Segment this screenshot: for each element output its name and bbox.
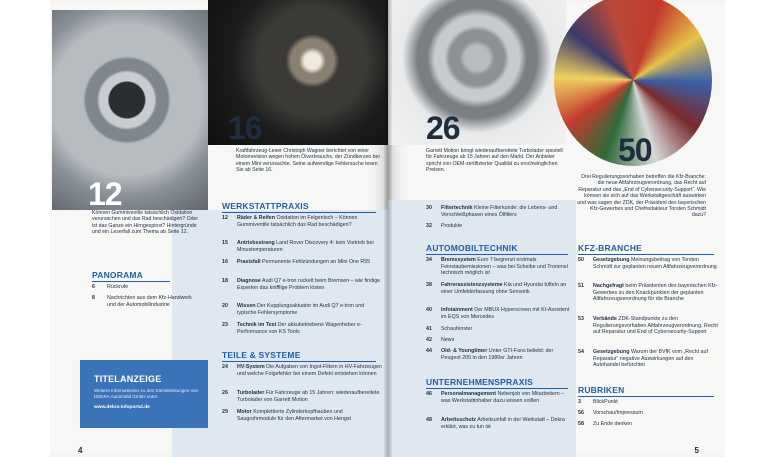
toc-page-number: 51 <box>578 283 584 289</box>
kfz-branche-rule <box>578 254 714 255</box>
photo-caption-16: Kraftfahrzeug-Leser Christoph Wagner berichtet von einer Motorrevision wegen hohen Ölverbrauchs, der Zündkerzen bei einem Mini verursachte. Seine aufwendige Fehlersuche lesen Sie ab Seite 16. <box>236 148 380 174</box>
toc-entry <box>578 421 718 429</box>
toc-entry <box>222 303 382 317</box>
toc-page-number: 12 <box>222 215 228 221</box>
toc-entry <box>578 283 718 311</box>
toc-entry-text: Der akkubetriebene Wagenheber e-Performance von KS Tools <box>237 322 362 335</box>
unternehmenspraxis-rule <box>426 388 568 389</box>
toc-entry <box>426 307 572 321</box>
toc-page-number: 32 <box>426 223 432 229</box>
toc-entry <box>426 337 572 345</box>
toc-entry-text: Nebenjob von Mitarbeitern – was Werkstattinhaber dazu wissen sollten <box>441 391 565 404</box>
toc-entry-text: Euro 7 begrenzt erstmals Feinstaubemissionen – was bei Scheibe und Trommel technisch möglich ist <box>441 257 568 276</box>
toc-entry-text: beim Präsidenten des bayerischen Kfz-Gewerbes zu den Knackpunkten der geplanten Altfahrzeugverordnung für die Branche <box>593 283 718 302</box>
werkstattpraxis-heading: WERKSTATTPRAXIS <box>222 201 309 211</box>
toc-entry <box>222 278 382 298</box>
toc-entry-text: Für Fahrzeuge ab 15 Jahren: wiederaufbereitete Turbolader von Garrett Motion <box>237 390 380 403</box>
automobiltechnik-rule <box>426 254 568 255</box>
toc-page-number: 48 <box>426 417 432 423</box>
photo-caption-26: Garrett Motion bringt wiederaufbereitete Turbolader speziell für Fahrzeuge ab 15 Jahren auf den Markt. Der Anbieter spricht von OEM-zertifizierter Qualität zu erschwinglichen Preisen. <box>426 148 563 174</box>
toc-entry-text: Zu Ende denken <box>593 421 632 427</box>
titelanzeige-text: Weitere Informationen zu den Dienstleistungen von DEKRA Automobil GmbH unter: <box>94 388 199 399</box>
toc-page-number: 20 <box>222 303 228 309</box>
toc-entry-text: Vorschau/Impressum <box>593 410 643 416</box>
toc-page-number: 8 <box>92 295 95 301</box>
toc-page-number: 30 <box>426 205 432 211</box>
toc-entry <box>92 284 200 292</box>
toc-page-number: 24 <box>222 364 228 370</box>
right-page <box>388 0 725 457</box>
spark-plug-photo <box>208 0 388 145</box>
toc-entry <box>426 326 572 334</box>
toc-entry-title: Antriebsstrang <box>237 240 275 246</box>
toc-entry-title: Nachgefragt <box>593 283 624 289</box>
toc-entry <box>578 349 718 371</box>
toc-page-number: 42 <box>426 337 432 343</box>
toc-entry-title: Bremssystem <box>441 257 476 263</box>
rubriken-heading: RUBRIKEN <box>578 385 625 395</box>
toc-entry <box>426 282 572 302</box>
toc-entry-text: Oxidation im Felgenloch – Können Gummiventile tatsächlich das Rad beschädigen? <box>237 215 358 228</box>
toc-entry-text: Land Rover Discovery 4: kein Vortrieb bei Minustemperaturen <box>237 240 374 253</box>
toc-entry-text: Der Kupplungsaktuator im Audi Q7 e-tron und typische Fehlersymptome <box>237 303 365 316</box>
toc-entry-title: Infotainment <box>441 307 473 313</box>
toc-entry <box>578 316 718 344</box>
photo-number-12: 12 <box>88 176 122 210</box>
toc-page-number: 26 <box>222 390 228 396</box>
toc-entry-title: Motor <box>237 409 252 415</box>
toc-entry <box>222 364 382 384</box>
toc-page-number: 6 <box>92 284 95 290</box>
toc-entry-text: BlickPunkt <box>593 399 618 405</box>
toc-page-number: 34 <box>426 257 432 263</box>
toc-page-number: 54 <box>578 349 584 355</box>
toc-entry-text: Warum der BVfK vom „Recht auf Reparatur“ negative Auswirkungen auf den Autohandel befürchtet <box>593 349 708 368</box>
page-number-left: 4 <box>78 446 83 455</box>
toc-entry <box>426 417 572 431</box>
toc-entry-text: Produkte <box>441 223 463 229</box>
toc-page-number: 53 <box>578 316 584 322</box>
toc-page-number: 23 <box>222 322 228 328</box>
toc-page-number: 3 <box>578 399 581 405</box>
toc-entry <box>578 399 718 407</box>
toc-page-number: 15 <box>222 240 228 246</box>
toc-page-number: 38 <box>426 282 432 288</box>
toc-entry <box>426 391 572 411</box>
toc-page-number: 40 <box>426 307 432 313</box>
photo-number-26: 26 <box>426 110 460 145</box>
toc-entry <box>222 259 382 273</box>
scrap-cars-photo <box>554 0 712 166</box>
photo-number-50: 50 <box>618 132 652 166</box>
toc-entry-title: Fahrerassistenzsysteme <box>441 282 503 288</box>
toc-page-number: 18 <box>222 278 228 284</box>
toc-page-number: 50 <box>578 257 584 263</box>
page-number-right: 5 <box>694 446 699 455</box>
toc-entry-title: Old- & Youngtimer <box>441 348 488 354</box>
toc-entry <box>578 257 718 277</box>
toc-entry <box>222 322 382 336</box>
toc-entry-text: Unter GTI-Fans beliebt: der Peugeot 205 in den 1980er Jahren <box>441 348 554 361</box>
toc-entry-title: Arbeitsschutz <box>441 417 477 423</box>
toc-page-number: 46 <box>426 391 432 397</box>
toc-entry <box>222 409 382 429</box>
teile-systeme-heading: TEILE & SYSTEME <box>222 350 301 360</box>
unternehmenspraxis-heading: UNTERNEHMENSPRAXIS <box>426 377 534 387</box>
toc-entry <box>578 410 718 418</box>
valve-photo <box>52 10 208 210</box>
toc-page-number: 58 <box>578 421 584 427</box>
titelanzeige-box <box>80 360 208 428</box>
toc-entry-title: Gesetzgebung <box>593 257 630 263</box>
titelanzeige-heading: TITELANZEIGE <box>94 374 162 384</box>
titelanzeige-url: www.dekra-infoportal.de <box>94 405 150 410</box>
toc-entry-text: Der MBUX Hyperscreen mit KI-Assistent im EQS von Mercedes <box>441 307 570 320</box>
toc-entry-text: Die Aufgaben von Ingot-Filtern in HV-Fahrzeugen und welche Folgefehler bei einem Defekt entstehen können <box>237 364 382 377</box>
toc-entry-text: Arbeitsunfall in der Werkstatt – Dekra erklärt, was zu tun ist <box>441 417 565 430</box>
toc-page-number: 44 <box>426 348 432 354</box>
rubriken-rule <box>578 396 714 397</box>
photo-number-16: 16 <box>228 110 262 145</box>
toc-entry <box>92 295 200 309</box>
binding-gutter <box>384 0 392 457</box>
photo-caption-50: Drei Regulierungsvorhaben betreffen die Kfz-Branche: die neue Altfahrzeugverordnung, das Recht auf Reparatur und das „End of Cybersecurity-Support“. Wie können sie sich auf das Werkstattgeschäft auswirken und was sagen der ZDK, der Präsident des bayerischen Kfz-Gewerbes und Chefredakteur Torsten Schmidt dazu? <box>577 174 706 219</box>
toc-entry-text: Nachrichten aus dem Kfz-Handwerk und der Automobilindustrie <box>107 295 192 308</box>
toc-entry-title: Räder & Reifen <box>237 215 275 221</box>
toc-entry <box>222 390 382 404</box>
toc-page-number: 16 <box>222 259 228 265</box>
toc-entry-title: Verbände <box>593 316 617 322</box>
toc-entry-text: Audi Q7 e-tron ruckelt beim Bremsen – wie findige Experten das knifflige Problem lösten <box>237 278 381 291</box>
toc-entry-text: ZDK-Standpunkte zu den Regulierungsvorhaben Altfahrzeugverordnung, Recht auf Reparatur und End of Cybersecurity-Support <box>593 316 718 335</box>
toc-entry-text: Komplettierte Zylinderkopfhauben und Saugrohrmodule für den Aftermarket von Hengst <box>237 409 351 422</box>
toc-entry <box>426 257 572 277</box>
panorama-rule <box>92 281 170 282</box>
toc-entry-text: Kleine Filterkunde: die Lebens- und Verschleißphasen eines Ölfilters <box>441 205 558 218</box>
panorama-heading: PANORAMA <box>92 270 144 280</box>
toc-entry-title: Diagnose <box>237 278 261 284</box>
photo-caption-12: Können Gummiventile tatsächlich Oxidation verursachen und das Rad beschädigen? Oder ist das Ganze ein Hirngespinst? Hintergründe und ein Leserfall zum Thema ab Seite 12. <box>92 210 199 236</box>
toc-entry <box>426 205 572 219</box>
werkstattpraxis-rule <box>222 212 376 213</box>
toc-page-number: 41 <box>426 326 432 332</box>
toc-entry <box>222 240 382 254</box>
toc-entry <box>426 223 572 231</box>
toc-entry-title: Technik im Test <box>237 322 277 328</box>
toc-entry-title: HV-System <box>237 364 265 370</box>
toc-entry-text: Meinungsbeitrag von Torsten Schmidt zur geplanten neuen Altfahrzeugverordnung <box>593 257 717 270</box>
toc-entry-text: Permanente Fehlzündungen an Mini One R55 <box>262 259 371 265</box>
toc-entry-title: Turbolader <box>237 390 265 396</box>
toc-entry-title: Wissen <box>237 303 256 309</box>
toc-page-number: 29 <box>222 409 228 415</box>
kfz-branche-heading: KFZ-BRANCHE <box>578 243 643 253</box>
toc-entry-title: Praxisfall <box>237 259 261 265</box>
toc-entry-text: Schaufenster <box>441 326 473 332</box>
toc-entry-title: Gesetzgebung <box>593 349 630 355</box>
toc-entry <box>222 215 382 235</box>
toc-page-number: 56 <box>578 410 584 416</box>
teile-systeme-rule <box>222 361 376 362</box>
toc-entry-title: Personalmanagement <box>441 391 497 397</box>
toc-entry <box>426 348 572 362</box>
turbocharger-photo <box>388 0 566 145</box>
automobiltechnik-heading: AUTOMOBILTECHNIK <box>426 243 518 253</box>
toc-entry-text: News <box>441 337 455 343</box>
toc-entry-title: Filtertechnik <box>441 205 473 211</box>
toc-entry-text: Rückrufe <box>107 284 129 290</box>
toc-entry-text: Kia und Hyundai tüfteln an einer Umfelderfassung ohne Sensorik <box>441 282 567 295</box>
